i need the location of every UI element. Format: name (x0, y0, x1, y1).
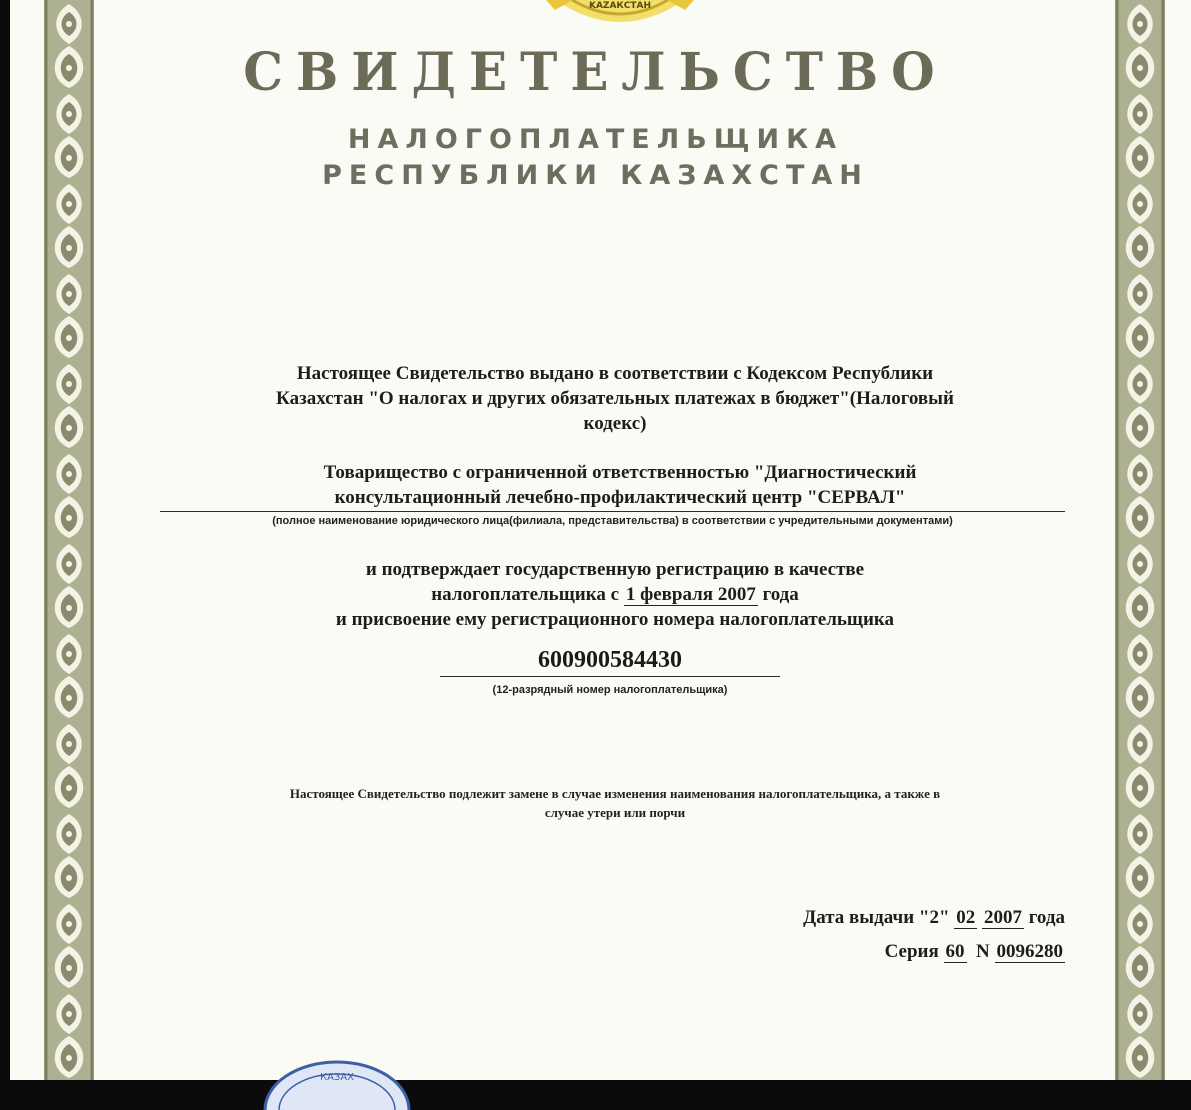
series-label: Серия (884, 941, 939, 962)
organization-caption: (полное наименование юридического лица(филиала, представительства) в соответствии с учредительными документами) (272, 515, 953, 527)
certificate-title: СВИДЕТЕЛЬСТВО (243, 40, 948, 103)
taxpayer-number-underline (440, 676, 780, 677)
organization-line: консультационный лечебно-профилактический центр "СЕРВАЛ" (334, 487, 906, 508)
series-row (803, 935, 1065, 969)
state-emblem-icon (535, 0, 705, 28)
organization-line: Товарищество с ограниченной ответственностью "Диагностический (323, 462, 917, 483)
organization-underline (160, 511, 1065, 512)
intro-paragraph (170, 361, 1060, 436)
note-line: Настоящее Свидетельство подлежит замене в случае изменения наименования налогоплательщика, а также в (289, 786, 941, 801)
issue-date-row (803, 901, 1065, 935)
certificate-subtitle-line2: РЕСПУБЛИКИ КАЗАХСТАН (322, 160, 869, 191)
registration-suffix: года (762, 584, 799, 605)
taxpayer-number: 600900584430 (538, 647, 682, 673)
replacement-note (150, 784, 1080, 822)
registration-date: 1 февраля 2007 (625, 584, 756, 605)
organization-name (160, 460, 1080, 510)
intro-line: кодекс) (583, 413, 647, 434)
intro-line: Настоящее Свидетельство выдано в соответствии с Кодексом Республики (296, 363, 934, 384)
registration-line (170, 582, 1060, 607)
registration-paragraph (170, 557, 1060, 632)
note-line: случае утери или порчи (544, 805, 686, 820)
stamp-seal-icon (262, 1050, 412, 1110)
issue-day: "2" (918, 907, 950, 928)
taxpayer-number-caption: (12-разрядный номер налогоплательщика) (492, 684, 728, 696)
certificate-subtitle-line1: НАЛОГОПЛАТЕЛЬЩИКА (347, 124, 844, 155)
issue-details (803, 901, 1065, 969)
series-value: 60 (945, 941, 965, 962)
seal-text: КАЗАХ (319, 1072, 355, 1083)
number-value: 0096280 (996, 941, 1063, 962)
issue-month: 02 (956, 907, 976, 928)
issue-year: 2007 (984, 907, 1023, 928)
number-label: N (976, 941, 990, 962)
svg-text:KAZAКСТАН: KAZAКСТАН (588, 1, 652, 11)
registration-line: и подтверждает государственную регистрацию в качестве (365, 559, 865, 580)
registration-line: и присвоение ему регистрационного номера налогоплательщика (335, 609, 895, 630)
issue-year-suffix: года (1028, 907, 1065, 928)
issue-date-label: Дата выдачи (803, 907, 915, 928)
registration-prefix: налогоплательщика с (431, 584, 620, 605)
intro-line: Казахстан "О налогах и других обязательных платежах в бюджет"(Налоговый (276, 388, 954, 409)
